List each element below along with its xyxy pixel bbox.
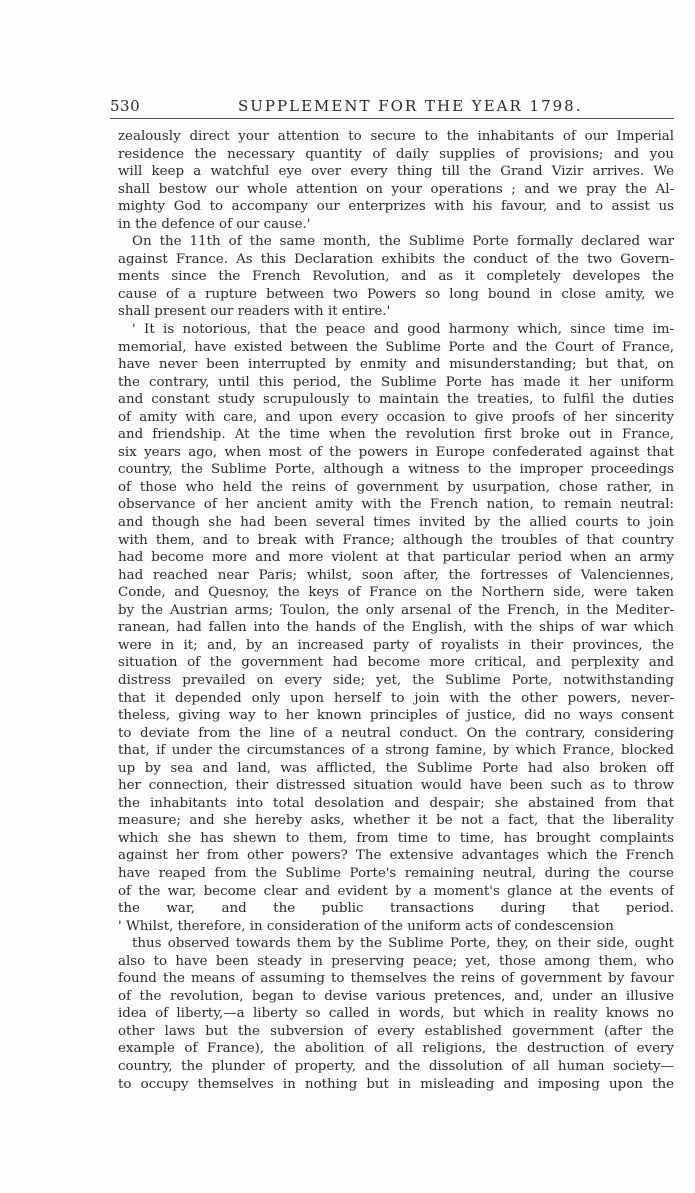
- text-line: that it depended only upon herself to join with the other powers, never-: [118, 690, 674, 706]
- text-line: had become more and more violent at that particular period when an army: [118, 550, 674, 566]
- text-line: [118, 1093, 674, 1111]
- text-line: country, the plunder of property, and the dissolution of all human society—: [118, 1058, 674, 1074]
- text-line: and friendship. At the time when the revolution first broke out in France,: [118, 427, 674, 443]
- text-line: ments since the French Revolution, and as it completely developes the: [118, 269, 674, 285]
- text-line: by the Austrian arms; Toulon, the only arsenal of the French, in the Mediter-: [118, 602, 674, 618]
- text-line: in the defence of our cause.': [118, 216, 311, 232]
- text-line: situation of the government had become more critical, and perplexity and: [118, 655, 674, 671]
- text-line: against her from other powers? The extensive advantages which the French: [118, 848, 674, 864]
- running-head: SUPPLEMENT FOR THE YEAR 1798.: [238, 97, 583, 115]
- text-line: example of France), the abolition of all religions, the destruction of every: [118, 1041, 674, 1057]
- text-line: other laws but the subversion of every established government (after the: [118, 1023, 674, 1039]
- text-line: measure; and she hereby asks, whether it be not a fact, that the liberality: [118, 813, 674, 829]
- page-number: 530: [110, 97, 141, 115]
- text-line: cause of a rupture between two Powers so long bound in close amity, we: [118, 286, 674, 302]
- text-line: Conde, and Quesnoy, the keys of France on the Northern side, were taken: [118, 585, 674, 601]
- text-line: idea of liberty,—a liberty so called in words, but which in reality knows no: [118, 1006, 674, 1022]
- text-line: found the means of assuming to themselves the reins of government by favour: [118, 971, 674, 987]
- text-line: of amity with care, and upon every occasion to give proofs of her sincerity: [118, 409, 674, 425]
- text-line: had reached near Paris; whilst, soon after, the fortresses of Valenciennes,: [118, 567, 674, 583]
- text-line: against France. As this Declaration exhibits the conduct of the two Govern-: [118, 251, 674, 267]
- text-line: of those who held the reins of government by usurpation, chose rather, in: [118, 479, 674, 495]
- text-line: country, the Sublime Porte, although a witness to the improper proceedings: [118, 462, 674, 478]
- text-line: shall present our readers with it entire.': [118, 304, 391, 320]
- text-line: memorial, have existed between the Sublime Porte and the Court of France,: [118, 339, 674, 355]
- text-line: theless, giving way to her known principles of justice, did no ways consent: [118, 708, 674, 724]
- text-line: have reaped from the Sublime Porte's remaining neutral, during the course: [118, 865, 674, 881]
- page-header: [110, 97, 675, 119]
- text-line: mighty God to accompany our enterprizes with his favour, and to assist us: [118, 199, 674, 215]
- header-rule: [110, 118, 674, 119]
- text-line: also to have been steady in preserving peace; yet, those among them, who: [118, 953, 674, 969]
- text-line: observance of her ancient amity with the French nation, to remain neutral:: [118, 497, 674, 513]
- text-line: her connection, their distressed situation would have been such as to throw: [118, 778, 674, 794]
- text-line: which she has shewn to them, from time to time, has brought complaints: [118, 830, 674, 846]
- text-line: six years ago, when most of the powers in Europe confederated against that: [118, 444, 674, 460]
- text-line: and constant study scrupulously to maintain the treaties, to fulfil the duties: [118, 392, 674, 408]
- text-line: distress prevailed on every side; yet, the Sublime Porte, notwithstanding: [118, 672, 674, 688]
- text-line: the inhabitants into total desolation and despair; she abstained from that: [118, 795, 674, 811]
- text-line: of the war, become clear and evident by a moment's glance at the events of: [118, 883, 674, 899]
- text-line: to deviate from the line of a neutral conduct. On the contrary, considering: [118, 725, 674, 741]
- text-line: shall bestow our whole attention on your operations ; and we pray the Al-: [118, 181, 674, 197]
- text-line: thus observed towards them by the Sublime Porte, they, on their side, ought: [132, 936, 674, 952]
- text-line: to occupy themselves in nothing but in misleading and imposing upon the: [118, 1076, 674, 1092]
- text-line: up by sea and land, was afflicted, the Sublime Porte had also broken off: [118, 760, 674, 776]
- text-line: the war, and the public transactions during that period.: [118, 901, 674, 917]
- text-line: zealously direct your attention to secure to the inhabitants of our Imperial: [118, 129, 674, 144]
- text-line: were in it; and, by an increased party of royalists in their provinces, the: [118, 637, 674, 653]
- text-line: will keep a watchful eye over every thing till the Grand Vizir arrives. We: [118, 164, 674, 180]
- text-line: with them, and to break with France; although the troubles of that country: [118, 532, 674, 548]
- body-text: [118, 128, 674, 1111]
- text-line: residence the necessary quantity of daily supplies of provisions; and you: [118, 146, 674, 162]
- text-line: ranean, had fallen into the hands of the English, with the ships of war which: [118, 620, 674, 636]
- text-line: ' It is notorious, that the peace and good harmony which, since time im-: [132, 322, 674, 338]
- text-line: that, if under the circumstances of a strong famine, by which France, blocked: [118, 743, 674, 759]
- text-line: have never been interrupted by enmity and misunderstanding; but that, on: [118, 357, 674, 373]
- text-line: and though she had been several times invited by the allied courts to join: [118, 515, 674, 531]
- text-line: On the 11th of the same month, the Sublime Porte formally declared war: [132, 234, 674, 250]
- text-line: of the revolution, began to devise various pretences, and, under an illusive: [118, 988, 674, 1004]
- text-line: the contrary, until this period, the Sublime Porte has made it her uniform: [118, 374, 674, 390]
- text-line: ' Whilst, therefore, in consideration of the uniform acts of condescension: [118, 918, 614, 934]
